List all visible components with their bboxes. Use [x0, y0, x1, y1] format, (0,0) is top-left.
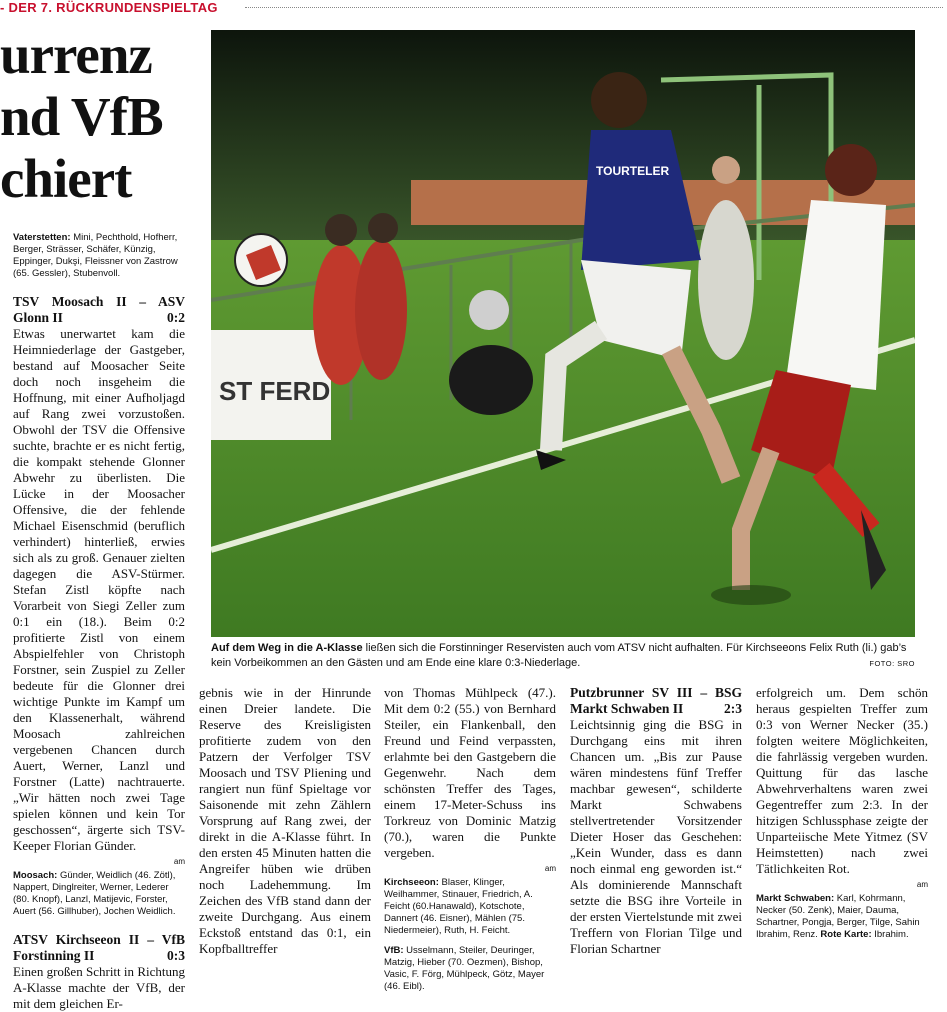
match1-heading: [13, 294, 185, 326]
match3-report-end: erfolgreich um. Dem schön heraus gespielten Treffer zum 0:3 von Werner Necker (35.) folgten weitere Möglichkeiten, die fahrlässig vergeben wurden. Quittung für das lasche Abwehrverhaltens waren zwei Gegentreffer zum 2:3. In der hitzigen Schlussphase zeigte der Unparteiische Mete Yitmez (SV Heimstetten) nach zwei Tätlichkeiten Rot.: [756, 685, 928, 876]
match2-report-cont: gebnis wie in der Hinrunde einen Dreier landete. Die Reserve des Kreisligisten profitierte zudem von den Patzern der Verfolger TSV Moosach und TSV Pliening und rangiert nun fünf Spieltage vor Saisonende mit zehn Zählern Vorsprung auf Rang zwei, der direkt in die A-Klasse führt. In den ersten 45 Minuten hatten die Angreifer hüben wie drüben noch Ladehemmung. Im Zeichen des VfB stand dann der zweite Durchgang. Aus einem Eckstoß entstand das 0:1, ein Kopfballtreffer: [199, 685, 371, 956]
match1-report: Etwas unerwartet kam die Heimniederlage der Gastgeber, bestand auf Moosacher Seite doch noch insgeheim die Hoffnung, mit einer Aufholjagd auf Rang zwei vorzustoßen. Obwohl der TSV die Offensive suchte, brachte er es nicht fertig, die kompakt stehende Glonner Abwehr zu überlisten. Die Lücke in der Moosacher Offensive, die der fehlende Michael Eisenschmid (beruflich verhindert) hinterließ, erwies sich als zu groß. Genauer zielten dagegen die ASV-Stürmer. Stefan Zistl köpfte nach Vorarbeit von Siegi Zeller zum 0:1 ein (18.). Beim 0:2 profitierte Zistl von einem Abspielfehler von Christoph Forstner, sein Zuspiel zu Zeller bedeute für die Glonner drei wichtige Punkte im Kampf um den Klassenerhalt, während Moosach zahlreichen vergebenen Chancen durch Auert, Werner, Lanzl und Forstner (Latte) nachtrauerte. „Wir hätten noch zwei Tage spielen können und kein Tor geschossen“, ärgerte sich TSV-Keeper Florian Günder.: [13, 326, 185, 853]
match3-report: Leichtsinnig ging die BSG in Durchgang eins mit ihren Chancen um. „Bis zur Pause wären mindestens fünf Treffer machbar gewesen“, schilderte Markt Schwabens stellvertretender Vorsitzender Dieter Hoser das Geschehen: „Kein Wunder, dass es dann noch einmal eng geworden ist.“ Als dominierende Mannschaft setzte die BSG ihre Vorteile in der ersten Viertelstunde mit zwei Treffern von Florian Tilge und Florian Schartner: [570, 717, 742, 956]
column-5: [756, 685, 928, 941]
match2-title: ATSV Kirchseeon II – VfB Forstinning II: [13, 932, 185, 963]
match1-title: TSV Moosach II – ASV Glonn II: [13, 294, 185, 325]
section-rubric: - DER 7. RÜCKRUNDENSPIELTAG: [0, 0, 218, 15]
headline-line-2: nd VfB: [0, 86, 163, 147]
match-photo-illustration: [211, 30, 915, 637]
column-2: [199, 685, 371, 957]
match3-score: 2:3: [724, 701, 742, 716]
match2-report-start: Einen großen Schritt in Richtung A-Klasse machte der VfB, der mit dem gleichen Er-: [13, 964, 185, 1011]
lineup-kirchseeon: Kirchseeon: Blaser, Klinger, Weilhammer, Stinauer, Friedrich, A. Feicht (60.Hanawald), Kotschote, Dannert (46. Eisner), Mählen (75. Niedermeier), Ruth, H. Feicht.: [384, 877, 533, 936]
match2-author: am: [544, 864, 556, 873]
banner-text: ST FERD: [219, 376, 331, 406]
headline-line-1: urrenz: [0, 24, 152, 85]
headline-line-3: chiert: [0, 148, 132, 209]
jersey-text: TOURTELER: [596, 164, 670, 178]
photo-credit: FOTO: SRO: [869, 659, 915, 668]
lineup-markt-schwaben: Markt Schwaben: Karl, Kohrmann, Necker (50. Zenk), Maier, Dauma, Schartner, Pongja, Berger, Tilge, Sahin Ibrahim, Renz. Rote Karte: Ibrahim.: [756, 893, 920, 940]
column-4: [570, 685, 742, 957]
caption-text: ließen sich die Forstinninger Reservisten auch vom ATSV nicht aufhalten. Für Kirchseeons Felix Ruth (li.) gab’s kein Vorbeikommen an den Gästen und am Ende eine klare 0:3-Niederlage.: [211, 642, 907, 669]
lineup-vaterstetten: Vaterstetten: Mini, Pechthold, Hofherr, Berger, Strässer, Schäfer, Künzig, Eppinger, Dukşi, Fleissner von Zastrow (65. Gessler), Stubenvoll.: [13, 232, 178, 279]
headline: [0, 24, 205, 210]
match2-report-end: von Thomas Mühlpeck (47.). Mit dem 0:2 (55.) von Bernhard Steiler, ein Flankenball, den Freund und Feind verpassten, erlahmte bei den Gastgebern die Gegenwehr. Nach dem schönsten Treffer des Tages, einem 17-Meter-Schuss ins Torkreuz von Dominic Matzig (70.), waren die Punkte vergeben.: [384, 685, 556, 860]
photo-caption: [211, 641, 915, 671]
column-3: [384, 685, 556, 993]
match2-heading: [13, 932, 185, 964]
rubric-divider: [245, 7, 943, 8]
match1-author: am: [173, 857, 185, 866]
lineup-vfb: VfB: Usselmann, Steiler, Deuringer, Matzig, Hieber (70. Oezmen), Bishop, Vasic, F. Förg, Mühlpeck, Götz, Mayer (46. Eibl).: [384, 945, 545, 992]
match3-author: am: [916, 880, 928, 889]
match1-score: 0:2: [167, 310, 185, 325]
match-photo: [211, 30, 915, 637]
match3-heading: [570, 685, 742, 717]
match2-score: 0:3: [167, 948, 185, 963]
lineup-moosach: Moosach: Günder, Weidlich (46. Zötl), Nappert, Dinglreiter, Werner, Lederer (80. Knopf), Lanzl, Matijevic, Forster, Auert (56. Gillhuber), Jochen Weidlich.: [13, 870, 176, 917]
column-1: [13, 232, 185, 1012]
match3-title: Putzbrunner SV III – BSG Markt Schwaben II: [570, 685, 742, 716]
caption-lead: Auf dem Weg in die A-Klasse: [211, 642, 363, 654]
